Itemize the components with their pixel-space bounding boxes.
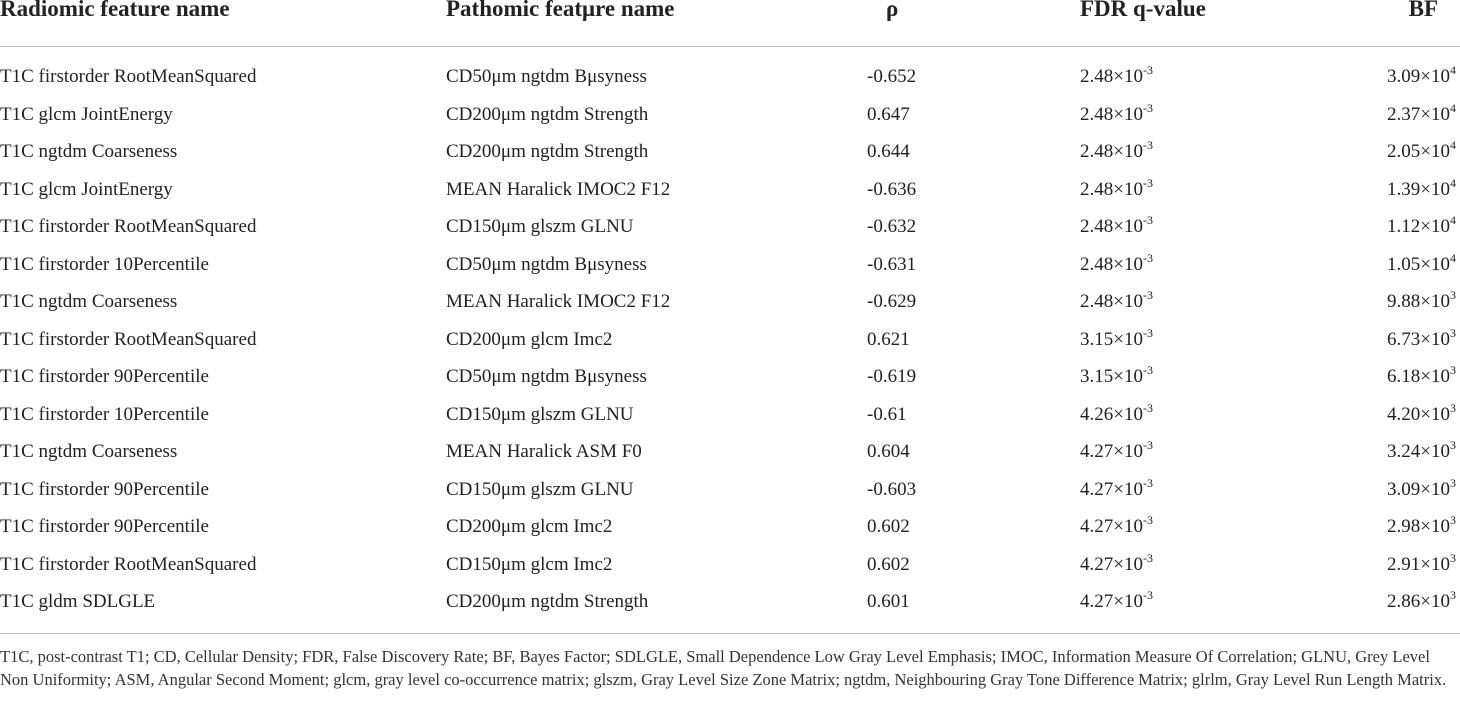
table-row (0, 585, 1460, 622)
header-fdr-q-value: FDR q-value (1080, 0, 1206, 21)
pathomic-feature-cell: MEAN Haralick IMOC2 F12 (446, 291, 671, 312)
rho-cell: 0.647 (867, 103, 910, 125)
table-row (0, 473, 1460, 510)
fdr-exponent: -3 (1142, 175, 1153, 190)
bayes-factor-cell (1387, 138, 1456, 163)
fdr-q-value-cell (1080, 175, 1153, 201)
rho-cell: -0.652 (867, 66, 917, 87)
bf-exponent: 4 (1450, 250, 1456, 265)
table-row (0, 173, 1460, 210)
fdr-mantissa: 3.15×10 (1080, 328, 1143, 350)
fdr-mantissa: 4.27×10 (1080, 441, 1143, 462)
bf-exponent: 4 (1450, 100, 1456, 115)
bf-mantissa: 2.37×10 (1387, 103, 1450, 125)
radiomic-feature-cell: T1C glcm JointEnergy (0, 178, 173, 200)
pathomic-feature-cell: CD200μm glcm Imc2 (446, 328, 613, 350)
bf-mantissa: 3.09×10 (1387, 478, 1450, 500)
fdr-exponent: -3 (1142, 63, 1153, 77)
header-bayes-factor: BF (1408, 0, 1438, 21)
table-row (0, 323, 1460, 360)
table-row (0, 285, 1460, 322)
fdr-exponent: -3 (1142, 363, 1153, 377)
bf-exponent: 3 (1450, 550, 1456, 565)
fdr-q-value-cell (1080, 325, 1153, 351)
fdr-mantissa: 2.48×10 (1080, 178, 1143, 200)
table-header-row (0, 0, 1460, 47)
fdr-q-value-cell (1080, 250, 1153, 276)
rho-cell: -0.619 (867, 366, 917, 387)
bayes-factor-cell (1387, 400, 1456, 426)
pathomic-feature-cell: CD200μm glcm Imc2 (446, 516, 613, 537)
bayes-factor-cell (1387, 288, 1456, 313)
fdr-q-value-cell (1080, 475, 1153, 501)
fdr-mantissa: 2.48×10 (1080, 291, 1143, 312)
fdr-exponent: -3 (1142, 325, 1153, 340)
radiomic-feature-cell: T1C ngtdm Coarseness (0, 291, 178, 312)
fdr-q-value-cell (1080, 63, 1153, 88)
bf-exponent: 4 (1450, 175, 1456, 190)
bf-mantissa: 2.91×10 (1387, 553, 1450, 575)
bayes-factor-cell (1387, 175, 1456, 201)
pathomic-feature-cell: MEAN Haralick ASM F0 (446, 441, 642, 462)
radiomic-feature-cell: T1C glcm JointEnergy (0, 103, 173, 125)
fdr-mantissa: 3.15×10 (1080, 366, 1143, 387)
fdr-q-value-cell (1080, 138, 1153, 163)
fdr-q-value-cell (1080, 213, 1153, 238)
radiomic-feature-cell: T1C firstorder RootMeanSquared (0, 216, 257, 237)
bf-exponent: 4 (1450, 138, 1456, 152)
fdr-mantissa: 2.48×10 (1080, 66, 1143, 87)
table-row (0, 210, 1460, 247)
bayes-factor-cell (1387, 550, 1456, 576)
rho-cell: 0.644 (867, 141, 910, 162)
bf-exponent: 3 (1450, 588, 1456, 602)
pathomic-feature-cell: CD150μm glszm GLNU (446, 478, 634, 500)
radiomic-feature-cell: T1C firstorder 90Percentile (0, 516, 209, 537)
bf-exponent: 4 (1450, 213, 1456, 227)
table-row (0, 248, 1460, 285)
fdr-exponent: -3 (1142, 400, 1153, 415)
fdr-exponent: -3 (1142, 138, 1153, 152)
bayes-factor-cell (1387, 63, 1456, 88)
bf-exponent: 3 (1450, 288, 1456, 302)
fdr-exponent: -3 (1142, 213, 1153, 227)
pathomic-feature-cell: CD50μm ngtdm Bμsyness (446, 253, 647, 275)
fdr-q-value-cell (1080, 363, 1153, 388)
fdr-mantissa: 4.27×10 (1080, 553, 1143, 575)
rho-cell: -0.632 (867, 216, 917, 237)
radiomic-feature-cell: T1C firstorder RootMeanSquared (0, 328, 257, 350)
fdr-exponent: -3 (1142, 438, 1153, 452)
fdr-exponent: -3 (1142, 475, 1153, 490)
bf-mantissa: 2.98×10 (1387, 516, 1450, 537)
rho-cell: 0.604 (867, 441, 910, 462)
pathomic-feature-cell: CD50μm ngtdm Bμsyness (446, 366, 647, 387)
bf-exponent: 3 (1450, 363, 1456, 377)
bf-mantissa: 3.09×10 (1387, 66, 1450, 87)
fdr-q-value-cell (1080, 438, 1153, 463)
table-bottom-rule (0, 633, 1460, 634)
pathomic-feature-cell: CD150μm glszm GLNU (446, 403, 634, 425)
radiomic-feature-cell: T1C gldm SDLGLE (0, 591, 156, 612)
bayes-factor-cell (1387, 438, 1456, 463)
radiomic-feature-cell: T1C firstorder RootMeanSquared (0, 66, 257, 87)
fdr-mantissa: 2.48×10 (1080, 141, 1143, 162)
rho-cell: -0.631 (867, 253, 917, 275)
bayes-factor-cell (1387, 100, 1456, 126)
fdr-q-value-cell (1080, 588, 1153, 613)
rho-cell: -0.603 (867, 478, 917, 500)
radiomic-feature-cell: T1C firstorder RootMeanSquared (0, 553, 257, 575)
bayes-factor-cell (1387, 513, 1456, 538)
radiomic-feature-cell: T1C ngtdm Coarseness (0, 141, 178, 162)
bayes-factor-cell (1387, 588, 1456, 613)
fdr-exponent: -3 (1142, 550, 1153, 565)
rho-cell: -0.629 (867, 291, 917, 312)
bf-mantissa: 6.18×10 (1387, 366, 1450, 387)
radiomic-feature-cell: T1C firstorder 10Percentile (0, 253, 209, 275)
table-row (0, 398, 1460, 435)
table-row (0, 60, 1460, 97)
table-footnote: T1C, post-contrast T1; CD, Cellular Density; FDR, False Discovery Rate; BF, Bayes Factor; SDLGLE, Small Dependence Low Gray Level Emphasis; IMOC, Information Measure Of Correlation; GLNU, Grey Level Non Uniformity; ASM, Angular Second Moment; glcm, gray level co-occurrence matrix; glszm, Gray Level Size Zone Matrix; ngtdm, Neighbouring Gray Tone Difference Matrix; glrlm, Gray Level Run Length Matrix. (0, 647, 1447, 689)
fdr-q-value-cell (1080, 513, 1153, 538)
table-row (0, 135, 1460, 172)
fdr-q-value-cell (1080, 400, 1153, 426)
header-radiomic-feature: Radiomic feature name (0, 0, 230, 21)
table-row (0, 98, 1460, 135)
bayes-factor-cell (1387, 325, 1456, 351)
fdr-q-value-cell (1080, 288, 1153, 313)
fdr-mantissa: 4.26×10 (1080, 403, 1143, 425)
rho-cell: 0.601 (867, 591, 910, 612)
fdr-mantissa: 4.27×10 (1080, 478, 1143, 500)
bf-mantissa: 4.20×10 (1387, 403, 1450, 425)
bf-exponent: 3 (1450, 513, 1456, 527)
fdr-exponent: -3 (1142, 100, 1153, 115)
bf-mantissa: 1.39×10 (1387, 178, 1450, 200)
bf-mantissa: 1.05×10 (1387, 253, 1450, 275)
bf-mantissa: 2.05×10 (1387, 141, 1450, 162)
bf-mantissa: 9.88×10 (1387, 291, 1450, 312)
header-rho: ρ (886, 0, 899, 21)
pathomic-feature-cell: CD200μm ngtdm Strength (446, 591, 649, 612)
pathomic-feature-cell: CD200μm ngtdm Strength (446, 141, 649, 162)
fdr-mantissa: 4.27×10 (1080, 516, 1143, 537)
fdr-mantissa: 2.48×10 (1080, 253, 1143, 275)
radiomic-feature-cell: T1C firstorder 90Percentile (0, 478, 209, 500)
radiomic-feature-cell: T1C firstorder 90Percentile (0, 366, 209, 387)
fdr-exponent: -3 (1142, 513, 1153, 527)
table-row (0, 548, 1460, 585)
bayes-factor-cell (1387, 250, 1456, 276)
pathomic-feature-cell: CD50μm ngtdm Bμsyness (446, 66, 647, 87)
radiomic-feature-cell: T1C firstorder 10Percentile (0, 403, 209, 425)
fdr-exponent: -3 (1142, 250, 1153, 265)
bf-exponent: 3 (1450, 325, 1456, 340)
bf-mantissa: 2.86×10 (1387, 591, 1450, 612)
fdr-mantissa: 2.48×10 (1080, 216, 1143, 237)
bayes-factor-cell (1387, 475, 1456, 501)
table-row (0, 510, 1460, 547)
pathomic-feature-cell: CD200μm ngtdm Strength (446, 103, 649, 125)
table-row (0, 435, 1460, 472)
rho-cell: 0.602 (867, 553, 910, 575)
radiomic-feature-cell: T1C ngtdm Coarseness (0, 441, 178, 462)
fdr-exponent: -3 (1142, 288, 1153, 302)
fdr-mantissa: 2.48×10 (1080, 103, 1143, 125)
bf-exponent: 3 (1450, 475, 1456, 490)
bayes-factor-cell (1387, 213, 1456, 238)
bf-mantissa: 1.12×10 (1387, 216, 1450, 237)
fdr-exponent: -3 (1142, 588, 1153, 602)
bf-mantissa: 6.73×10 (1387, 328, 1450, 350)
pathomic-feature-cell: MEAN Haralick IMOC2 F12 (446, 178, 671, 200)
rho-cell: 0.621 (867, 328, 910, 350)
pathomic-feature-cell: CD150μm glszm GLNU (446, 216, 634, 237)
bf-exponent: 4 (1450, 63, 1456, 77)
bf-exponent: 3 (1450, 438, 1456, 452)
fdr-q-value-cell (1080, 550, 1153, 576)
fdr-q-value-cell (1080, 100, 1153, 126)
rho-cell: -0.636 (867, 178, 917, 200)
bf-mantissa: 3.24×10 (1387, 441, 1450, 462)
pathomic-feature-cell: CD150μm glcm Imc2 (446, 553, 613, 575)
rho-cell: 0.602 (867, 516, 910, 537)
rho-cell: -0.61 (867, 403, 907, 425)
bayes-factor-cell (1387, 363, 1456, 388)
fdr-mantissa: 4.27×10 (1080, 591, 1143, 612)
bf-exponent: 3 (1450, 400, 1456, 415)
header-pathomic-feature: Pathomic featμre name (446, 0, 675, 21)
table-row (0, 360, 1460, 397)
